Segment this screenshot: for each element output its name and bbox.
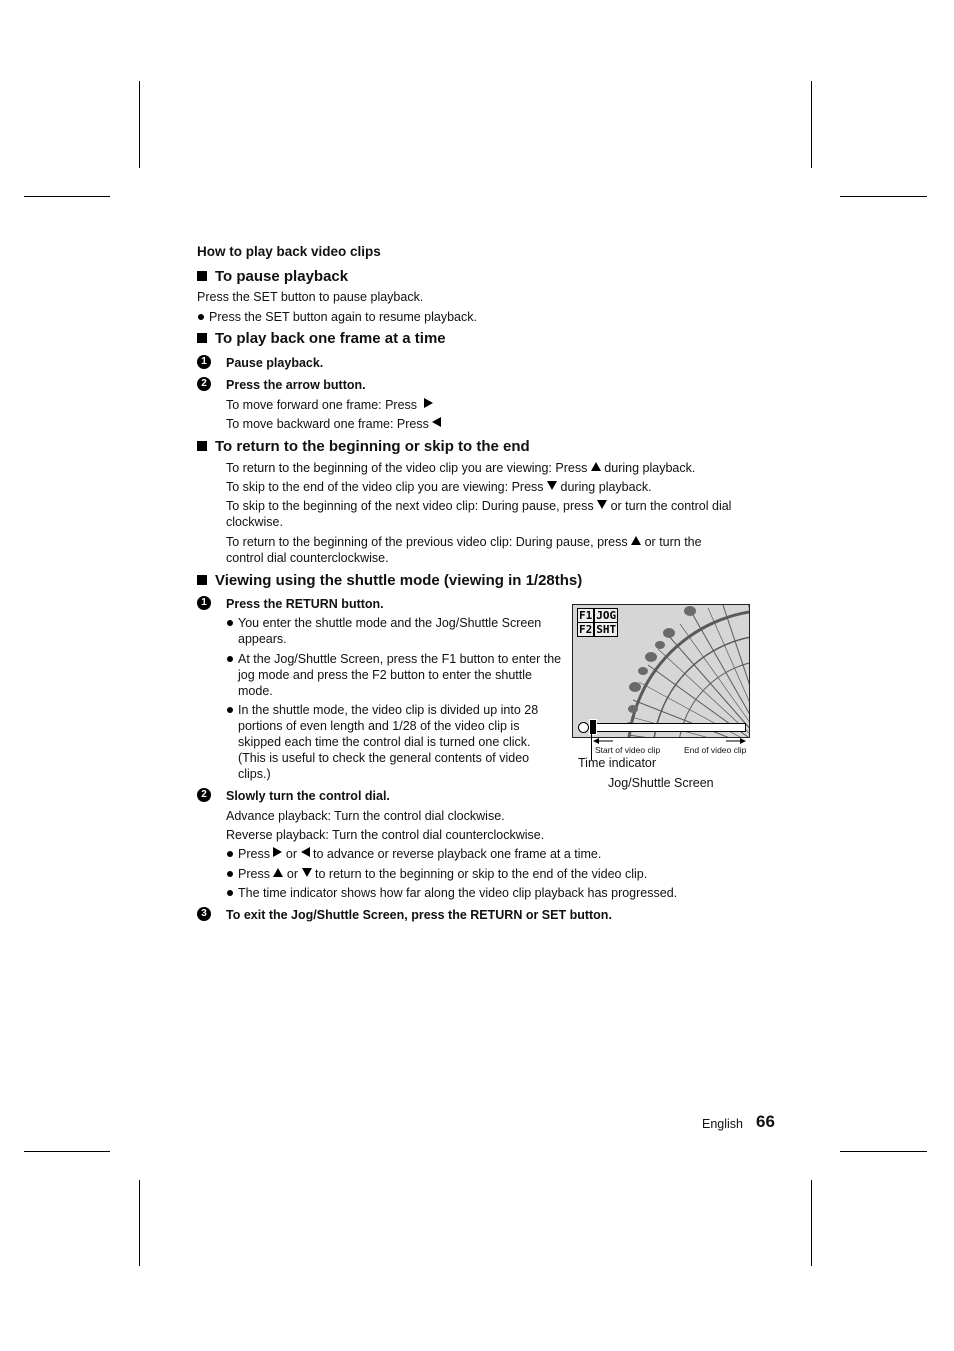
up-arrow-icon (631, 536, 641, 545)
skip-line4-cont: control dial counterclockwise. (226, 551, 389, 565)
skip-line3-cont: clockwise. (226, 515, 283, 529)
bullet-icon (227, 871, 233, 877)
shuttle-bullet5: Press or to return to the beginning or skip to the end of the video clip. (238, 867, 648, 881)
square-bullet-icon (197, 441, 207, 451)
skip-line3: To skip to the beginning of the next video clip: During pause, press or turn the control dial (226, 499, 732, 513)
down-arrow-icon (547, 481, 557, 490)
f2-sht-label: F2 SHT (579, 623, 617, 636)
crop-mark (840, 1151, 927, 1152)
end-arrow-icon (726, 737, 746, 745)
jog-shuttle-screen-image (572, 604, 750, 738)
shuttle-step1: Press the RETURN button. (226, 597, 384, 611)
shuttle-bullet3: In the shuttle mode, the video clip is divided up into 28 portions of even length and 1/28 of the video clip is skipped each time the control dial is turned one click. (This is useful to check the general contents of video clips.) (238, 703, 539, 781)
bullet-icon (227, 620, 233, 626)
frame-backward: To move backward one frame: Press (226, 416, 441, 432)
shuttle-step2: Slowly turn the control dial. (226, 789, 390, 803)
shuttle-bullet6: The time indicator shows how far along the video clip playback has progressed. (238, 886, 678, 900)
time-indicator-label: Time indicator (578, 756, 657, 770)
shuttle-bullet1: You enter the shuttle mode and the Jog/Shuttle Screen appears. (238, 616, 542, 646)
shuttle-bullet2: At the Jog/Shuttle Screen, press the F1 button to enter the jog mode and press the F2 button to enter the shuttle mode. (238, 652, 562, 698)
heading-pause: To pause playback (197, 268, 348, 286)
step-number-icon: 1 (197, 355, 211, 369)
bullet-icon (227, 851, 233, 857)
dial-icon (578, 722, 589, 733)
bullet-icon (227, 656, 233, 662)
step-number-icon: 2 (197, 377, 211, 391)
up-arrow-icon (591, 462, 601, 471)
heading-frame: To play back one frame at a time (197, 330, 446, 348)
pause-text: Press the SET button to pause playback. (197, 290, 424, 304)
down-arrow-icon (302, 868, 312, 877)
right-arrow-icon (273, 847, 282, 857)
figure-caption: Jog/Shuttle Screen (608, 776, 714, 790)
left-arrow-icon (432, 417, 441, 427)
crop-mark (840, 196, 927, 197)
heading-skip: To return to the beginning or skip to the end (197, 438, 530, 456)
step-number-icon: 2 (197, 788, 211, 802)
crop-mark (24, 196, 110, 197)
down-arrow-icon (597, 500, 607, 509)
skip-line1: To return to the beginning of the video clip you are viewing: Press during playback. (226, 461, 696, 475)
shuttle-reverse: Reverse playback: Turn the control dial counterclockwise. (226, 828, 545, 842)
crop-mark (24, 1151, 110, 1152)
running-title: How to play back video clips (197, 244, 381, 259)
up-arrow-icon (273, 868, 283, 877)
shuttle-step3: To exit the Jog/Shuttle Screen, press the RETURN or SET button. (226, 908, 612, 922)
bullet-icon (227, 890, 233, 896)
square-bullet-icon (197, 575, 207, 585)
f1-jog-label: F1 JOG (579, 609, 617, 622)
pause-bullet: Press the SET button again to resume playback. (209, 310, 477, 324)
skip-line4: To return to the beginning of the previous video clip: During pause, press or turn the (226, 535, 702, 549)
crop-mark (811, 1180, 812, 1266)
square-bullet-icon (197, 271, 207, 281)
left-arrow-icon (301, 847, 310, 857)
square-bullet-icon (197, 333, 207, 343)
crop-mark (139, 1180, 140, 1266)
start-of-clip-label: Start of video clip (595, 745, 661, 755)
crop-mark (139, 81, 140, 168)
frame-step2: Press the arrow button. (226, 378, 366, 392)
bullet-icon (198, 314, 204, 320)
bullet-icon (227, 707, 233, 713)
heading-shuttle: Viewing using the shuttle mode (viewing in 1/28ths) (197, 572, 582, 590)
shuttle-bullet4: Press or to advance or reverse playback one frame at a time. (238, 847, 602, 861)
page-number: 66 (756, 1112, 775, 1131)
shuttle-advance: Advance playback: Turn the control dial clockwise. (226, 809, 505, 823)
frame-step1: Pause playback. (226, 356, 324, 370)
time-indicator-bar (589, 723, 746, 732)
end-of-clip-label: End of video clip (684, 745, 747, 755)
frame-forward: To move forward one frame: Press (226, 397, 433, 413)
footer-language: English (702, 1117, 743, 1131)
step-number-icon: 3 (197, 907, 211, 921)
start-arrow-icon (593, 737, 613, 745)
skip-line2: To skip to the end of the video clip you are viewing: Press during playback. (226, 480, 652, 494)
right-arrow-icon (424, 398, 433, 408)
crop-mark (811, 81, 812, 168)
step-number-icon: 1 (197, 596, 211, 610)
